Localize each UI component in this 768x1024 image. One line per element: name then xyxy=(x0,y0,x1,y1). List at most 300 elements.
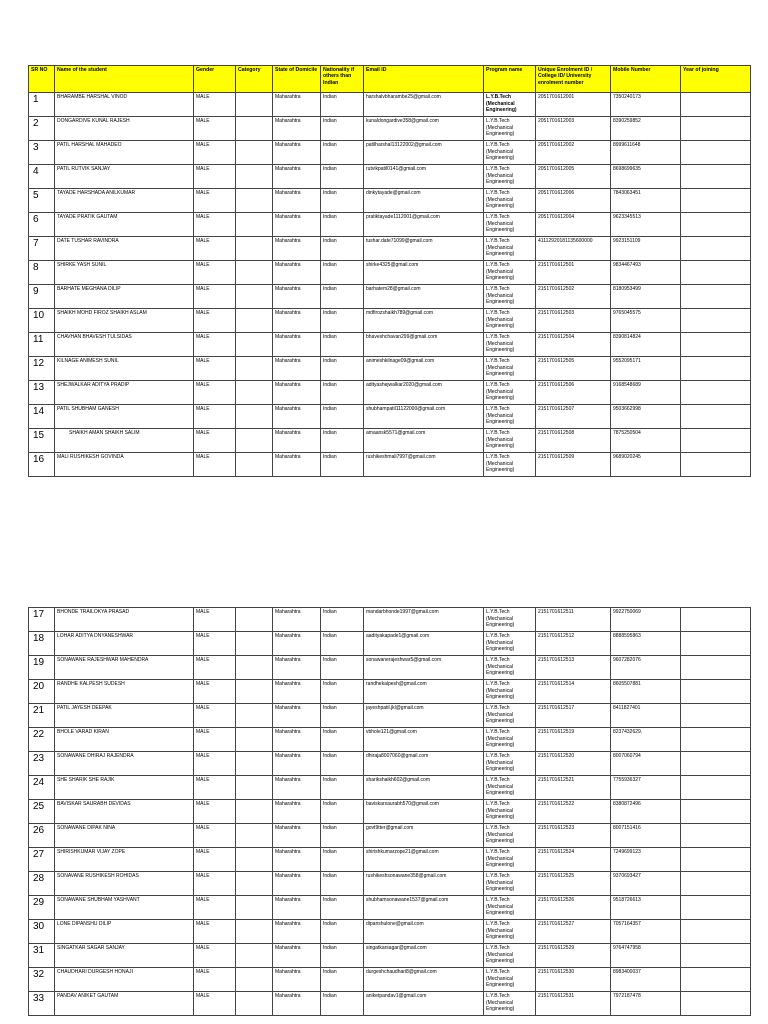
cell-enrolment: 2151701612525 xyxy=(536,872,611,896)
cell-year xyxy=(681,680,751,704)
cell-nationality: Indian xyxy=(321,381,364,405)
cell-year xyxy=(681,405,751,429)
cell-name: BHARAMBE HARSHAL VINOD xyxy=(55,93,194,117)
cell-state: Maharahtra xyxy=(273,992,321,1016)
cell-email: sonawanerajeshwar5@gmail.com xyxy=(364,656,484,680)
cell-nationality: Indian xyxy=(321,776,364,800)
cell-state: Maharahtra xyxy=(273,968,321,992)
cell-mobile: 8888595863 xyxy=(611,632,681,656)
cell-year xyxy=(681,237,751,261)
cell-name: MALI RUSHIKESH GOVINDA xyxy=(55,453,194,477)
cell-nationality: Indian xyxy=(321,405,364,429)
cell-category xyxy=(236,285,273,309)
cell-srno: 10 xyxy=(29,309,55,333)
cell-name: BARHATE MEGHANA DILIP xyxy=(55,285,194,309)
cell-program: L.Y.B.Tech (Mechanical Engineering) xyxy=(484,189,536,213)
cell-enrolment: 2051701612001 xyxy=(536,93,611,117)
cell-year xyxy=(681,776,751,800)
cell-mobile: 8983400037 xyxy=(611,968,681,992)
cell-category xyxy=(236,656,273,680)
cell-srno: 17 xyxy=(29,608,55,632)
cell-mobile: 9503662998 xyxy=(611,405,681,429)
cell-enrolment: 2151701612506 xyxy=(536,381,611,405)
cell-program: L.Y.B.Tech (Mechanical Engineering) xyxy=(484,896,536,920)
cell-mobile: 8698699635 xyxy=(611,165,681,189)
table-row xyxy=(29,309,751,333)
header-name: Name of the student xyxy=(55,66,194,93)
header-program: Program name xyxy=(484,66,536,93)
cell-category xyxy=(236,405,273,429)
cell-gender: MALE xyxy=(194,117,236,141)
cell-state: Maharahtra xyxy=(273,429,321,453)
cell-gender: MALE xyxy=(194,309,236,333)
cell-name: PATIL JAYESH DEEPAK xyxy=(55,704,194,728)
cell-email: vbhole121@gmail.com xyxy=(364,728,484,752)
cell-email: animeshkilnage09@gmail.com xyxy=(364,357,484,381)
cell-enrolment: 2151701612501 xyxy=(536,261,611,285)
cell-gender: MALE xyxy=(194,872,236,896)
cell-gender: MALE xyxy=(194,944,236,968)
cell-category xyxy=(236,333,273,357)
table-row xyxy=(29,453,751,477)
cell-category xyxy=(236,824,273,848)
cell-srno: 1 xyxy=(29,93,55,117)
table-row xyxy=(29,189,751,213)
cell-email: barhatem28@gmail.com xyxy=(364,285,484,309)
cell-mobile: 9834467493 xyxy=(611,261,681,285)
cell-enrolment: 2051701612006 xyxy=(536,189,611,213)
cell-gender: MALE xyxy=(194,333,236,357)
cell-category xyxy=(236,944,273,968)
cell-enrolment: 2151701612502 xyxy=(536,285,611,309)
table-row xyxy=(29,357,751,381)
cell-email: govt9tter@gmail.com xyxy=(364,824,484,848)
cell-program: L.Y.B.Tech (Mechanical Engineering) xyxy=(484,381,536,405)
header-nationality: Nationality if others than Indian xyxy=(321,66,364,93)
cell-category xyxy=(236,896,273,920)
cell-name: LOHAR ADITYA DNYANESHWAR xyxy=(55,632,194,656)
table-row xyxy=(29,920,751,944)
cell-srno: 31 xyxy=(29,944,55,968)
cell-mobile: 7875250504 xyxy=(611,429,681,453)
cell-mobile: 9607282076 xyxy=(611,656,681,680)
cell-gender: MALE xyxy=(194,968,236,992)
cell-email: baviskarsaurabh570@gmail.com xyxy=(364,800,484,824)
cell-state: Maharahtra xyxy=(273,285,321,309)
cell-state: Maharahtra xyxy=(273,141,321,165)
cell-program: L.Y.B.Tech (Mechanical Engineering) xyxy=(484,333,536,357)
cell-state: Maharahtra xyxy=(273,680,321,704)
cell-category xyxy=(236,213,273,237)
cell-nationality: Indian xyxy=(321,333,364,357)
cell-gender: MALE xyxy=(194,381,236,405)
header-gender: Gender xyxy=(194,66,236,93)
cell-mobile: 9764747958 xyxy=(611,944,681,968)
cell-year xyxy=(681,453,751,477)
cell-enrolment: 2151701612527 xyxy=(536,920,611,944)
student-table-1 xyxy=(28,65,751,477)
table-row xyxy=(29,117,751,141)
cell-srno: 18 xyxy=(29,632,55,656)
cell-mobile: 7057164357 xyxy=(611,920,681,944)
cell-state: Maharahtra xyxy=(273,656,321,680)
cell-state: Maharahtra xyxy=(273,381,321,405)
cell-gender: MALE xyxy=(194,776,236,800)
cell-name: SONAVANE RUSHIKESH ROHIDAS xyxy=(55,872,194,896)
header-email: Email ID xyxy=(364,66,484,93)
cell-srno: 6 xyxy=(29,213,55,237)
cell-nationality: Indian xyxy=(321,93,364,117)
cell-program: L.Y.B.Tech (Mechanical Engineering) xyxy=(484,992,536,1016)
table-row xyxy=(29,237,751,261)
cell-gender: MALE xyxy=(194,453,236,477)
cell-nationality: Indian xyxy=(321,920,364,944)
cell-srno: 32 xyxy=(29,968,55,992)
table-row xyxy=(29,333,751,357)
cell-enrolment: 2151701612522 xyxy=(536,800,611,824)
cell-nationality: Indian xyxy=(321,752,364,776)
cell-email: shubhamsonawane1537@gmail.com xyxy=(364,896,484,920)
cell-category xyxy=(236,429,273,453)
cell-name: LONE DIPANSHU DILIP xyxy=(55,920,194,944)
header-row xyxy=(29,66,751,93)
cell-nationality: Indian xyxy=(321,632,364,656)
cell-email: amaansk5571@gmail.com xyxy=(364,429,484,453)
cell-category xyxy=(236,189,273,213)
cell-year xyxy=(681,141,751,165)
table-row xyxy=(29,872,751,896)
table-row xyxy=(29,165,751,189)
table-row xyxy=(29,680,751,704)
header-srno: SR NO xyxy=(29,66,55,93)
cell-email: mandarbhonde1997@gmail.com xyxy=(364,608,484,632)
cell-nationality: Indian xyxy=(321,656,364,680)
cell-name: BHOLE VARAD KIRAN xyxy=(55,728,194,752)
cell-category xyxy=(236,237,273,261)
cell-category xyxy=(236,608,273,632)
cell-year xyxy=(681,333,751,357)
cell-enrolment: 2151701612513 xyxy=(536,656,611,680)
table-row xyxy=(29,992,751,1016)
cell-nationality: Indian xyxy=(321,189,364,213)
cell-mobile: 8390259852 xyxy=(611,117,681,141)
cell-email: rushikeshmali7997@gmail.com xyxy=(364,453,484,477)
cell-program: L.Y.B.Tech (Mechanical Engineering) xyxy=(484,261,536,285)
cell-category xyxy=(236,453,273,477)
cell-email: bhaveshchavan299@gmail.com xyxy=(364,333,484,357)
cell-srno: 24 xyxy=(29,776,55,800)
table-row xyxy=(29,896,751,920)
cell-state: Maharahtra xyxy=(273,728,321,752)
cell-mobile: 8411827401 xyxy=(611,704,681,728)
cell-email: tushar.date71099@gmail.com xyxy=(364,237,484,261)
cell-name: SONAWANE SHUBHAM YASHVANT xyxy=(55,896,194,920)
cell-enrolment: 2151701612521 xyxy=(536,776,611,800)
cell-nationality: Indian xyxy=(321,680,364,704)
cell-email: dipanshulone@gmail.com xyxy=(364,920,484,944)
cell-program: L.Y.B.Tech (Mechanical Engineering) xyxy=(484,968,536,992)
table-row xyxy=(29,381,751,405)
cell-name: SONAWANE DIPAK NINA xyxy=(55,824,194,848)
cell-nationality: Indian xyxy=(321,824,364,848)
cell-srno: 16 xyxy=(29,453,55,477)
cell-srno: 20 xyxy=(29,680,55,704)
cell-program: L.Y.B.Tech (Mechanical Engineering) xyxy=(484,213,536,237)
cell-state: Maharahtra xyxy=(273,920,321,944)
cell-srno: 12 xyxy=(29,357,55,381)
table-row xyxy=(29,728,751,752)
cell-program: L.Y.B.Tech (Mechanical Engineering) xyxy=(484,944,536,968)
cell-state: Maharahtra xyxy=(273,189,321,213)
cell-year xyxy=(681,165,751,189)
cell-name: SHE SHARIK SHE RAJIK xyxy=(55,776,194,800)
cell-mobile: 9689020245 xyxy=(611,453,681,477)
cell-nationality: Indian xyxy=(321,261,364,285)
cell-enrolment: 2151701612508 xyxy=(536,429,611,453)
cell-email: patilharshal13122002@gmail.com xyxy=(364,141,484,165)
cell-nationality: Indian xyxy=(321,944,364,968)
cell-program: L.Y.B.Tech (Mechanical Engineering) xyxy=(484,429,536,453)
cell-srno: 22 xyxy=(29,728,55,752)
cell-program: L.Y.B.Tech (Mechanical Engineering) xyxy=(484,237,536,261)
cell-category xyxy=(236,848,273,872)
cell-email: dinkytayade@gmail.com xyxy=(364,189,484,213)
cell-program: L.Y.B.Tech (Mechanical Engineering) xyxy=(484,776,536,800)
cell-program: L.Y.B.Tech (Mechanical Engineering) xyxy=(484,165,536,189)
cell-srno: 33 xyxy=(29,992,55,1016)
cell-gender: MALE xyxy=(194,141,236,165)
cell-category xyxy=(236,93,273,117)
cell-nationality: Indian xyxy=(321,117,364,141)
cell-program: L.Y.B.Tech (Mechanical Engineering) xyxy=(484,453,536,477)
table-row xyxy=(29,632,751,656)
cell-name: PATIL SHUBHAM GANESH xyxy=(55,405,194,429)
cell-state: Maharahtra xyxy=(273,333,321,357)
cell-name: SHIRISHKUMAR VIJAY ZOPE xyxy=(55,848,194,872)
cell-year xyxy=(681,800,751,824)
cell-program: L.Y.B.Tech (Mechanical Engineering) xyxy=(484,752,536,776)
cell-program: L.Y.B.Tech (Mechanical Engineering) xyxy=(484,285,536,309)
cell-email: singatkarsagar@gmail.com xyxy=(364,944,484,968)
table-row xyxy=(29,285,751,309)
cell-nationality: Indian xyxy=(321,357,364,381)
cell-year xyxy=(681,920,751,944)
cell-gender: MALE xyxy=(194,237,236,261)
cell-enrolment: 2151701612505 xyxy=(536,357,611,381)
cell-srno: 23 xyxy=(29,752,55,776)
cell-nationality: Indian xyxy=(321,608,364,632)
cell-gender: MALE xyxy=(194,261,236,285)
cell-enrolment: 41112920181135600000 xyxy=(536,237,611,261)
cell-nationality: Indian xyxy=(321,141,364,165)
cell-category xyxy=(236,872,273,896)
cell-year xyxy=(681,357,751,381)
cell-category xyxy=(236,704,273,728)
cell-srno: 9 xyxy=(29,285,55,309)
cell-year xyxy=(681,896,751,920)
cell-category xyxy=(236,992,273,1016)
cell-mobile: 9923151109 xyxy=(611,237,681,261)
cell-name: CHAVHAN BHAVESH TULSIDAS xyxy=(55,333,194,357)
cell-name: SINGATKAR SAGAR SANJAY xyxy=(55,944,194,968)
cell-category xyxy=(236,165,273,189)
cell-mobile: 7755936327 xyxy=(611,776,681,800)
cell-email: harshalvbharambe25@gmail.com xyxy=(364,93,484,117)
cell-category xyxy=(236,309,273,333)
cell-year xyxy=(681,381,751,405)
cell-gender: MALE xyxy=(194,992,236,1016)
cell-srno: 2 xyxy=(29,117,55,141)
cell-gender: MALE xyxy=(194,213,236,237)
cell-srno: 21 xyxy=(29,704,55,728)
cell-srno: 25 xyxy=(29,800,55,824)
header-category: Category xyxy=(236,66,273,93)
cell-nationality: Indian xyxy=(321,992,364,1016)
cell-state: Maharahtra xyxy=(273,776,321,800)
table-row xyxy=(29,704,751,728)
cell-gender: MALE xyxy=(194,704,236,728)
cell-srno: 5 xyxy=(29,189,55,213)
cell-program: L.Y.B.Tech (Mechanical Engineering) xyxy=(484,357,536,381)
cell-year xyxy=(681,309,751,333)
cell-enrolment: 2151701612520 xyxy=(536,752,611,776)
cell-enrolment: 2151701612509 xyxy=(536,453,611,477)
cell-category xyxy=(236,357,273,381)
cell-nationality: Indian xyxy=(321,872,364,896)
cell-mobile: 8390814824 xyxy=(611,333,681,357)
cell-enrolment: 2151701612507 xyxy=(536,405,611,429)
cell-year xyxy=(681,117,751,141)
table-row xyxy=(29,93,751,117)
cell-gender: MALE xyxy=(194,285,236,309)
cell-mobile: 7843063451 xyxy=(611,189,681,213)
cell-state: Maharahtra xyxy=(273,896,321,920)
cell-year xyxy=(681,429,751,453)
cell-name: SHAIKH MOHD FIROZ SHAIKH ASLAM xyxy=(55,309,194,333)
cell-email: rushikeshsonawane358@gmail.com xyxy=(364,872,484,896)
cell-enrolment: 2151701612511 xyxy=(536,608,611,632)
cell-state: Maharahtra xyxy=(273,453,321,477)
cell-gender: MALE xyxy=(194,429,236,453)
cell-program: L.Y.B.Tech (Mechanical Engineering) xyxy=(484,656,536,680)
cell-name: BHONDE TRAILOKYA PRASAD xyxy=(55,608,194,632)
cell-state: Maharahtra xyxy=(273,704,321,728)
cell-gender: MALE xyxy=(194,608,236,632)
cell-program: L.Y.B.Tech (Mechanical Engineering) xyxy=(484,872,536,896)
cell-nationality: Indian xyxy=(321,213,364,237)
cell-category xyxy=(236,117,273,141)
cell-email: aadityakapade1@gmail.com xyxy=(364,632,484,656)
cell-year xyxy=(681,872,751,896)
cell-srno: 4 xyxy=(29,165,55,189)
cell-state: Maharahtra xyxy=(273,872,321,896)
cell-nationality: Indian xyxy=(321,285,364,309)
cell-mobile: 7972187478 xyxy=(611,992,681,1016)
cell-mobile: 9922750069 xyxy=(611,608,681,632)
cell-year xyxy=(681,968,751,992)
table-row xyxy=(29,608,751,632)
table-row xyxy=(29,968,751,992)
cell-state: Maharahtra xyxy=(273,165,321,189)
cell-email: dhiraja8007060@gmail.com xyxy=(364,752,484,776)
cell-enrolment: 2151701612529 xyxy=(536,944,611,968)
cell-nationality: Indian xyxy=(321,848,364,872)
cell-program: L.Y.B.Tech (Mechanical Engineering) xyxy=(484,680,536,704)
cell-enrolment: 2051701612004 xyxy=(536,213,611,237)
cell-gender: MALE xyxy=(194,656,236,680)
cell-nationality: Indian xyxy=(321,728,364,752)
cell-srno: 28 xyxy=(29,872,55,896)
cell-email: mdfirozshaikh789@gmail.com xyxy=(364,309,484,333)
student-table-2 xyxy=(28,607,751,1016)
cell-state: Maharahtra xyxy=(273,309,321,333)
table-row xyxy=(29,824,751,848)
cell-year xyxy=(681,632,751,656)
cell-gender: MALE xyxy=(194,632,236,656)
cell-year xyxy=(681,728,751,752)
cell-nationality: Indian xyxy=(321,453,364,477)
cell-email: randhekalpesh@gmail.com xyxy=(364,680,484,704)
cell-state: Maharahtra xyxy=(273,237,321,261)
cell-year xyxy=(681,944,751,968)
cell-enrolment: 2051701612003 xyxy=(536,117,611,141)
header-state: State of Domicile xyxy=(273,66,321,93)
cell-gender: MALE xyxy=(194,680,236,704)
cell-enrolment: 2151701612519 xyxy=(536,728,611,752)
cell-enrolment: 2151701612514 xyxy=(536,680,611,704)
cell-name: SHEJWALKAR ADITYA PRADIP xyxy=(55,381,194,405)
cell-program: L.Y.B.Tech (Mechanical Engineering) xyxy=(484,141,536,165)
cell-mobile: 8380872496 xyxy=(611,800,681,824)
table-row xyxy=(29,405,751,429)
cell-srno: 3 xyxy=(29,141,55,165)
cell-program: L.Y.B.Tech (Mechanical Engineering) xyxy=(484,728,536,752)
cell-enrolment: 2151701612531 xyxy=(536,992,611,1016)
cell-program: L.Y.B.Tech (Mechanical Engineering) xyxy=(484,848,536,872)
cell-srno: 13 xyxy=(29,381,55,405)
cell-year xyxy=(681,285,751,309)
cell-srno: 26 xyxy=(29,824,55,848)
table-row xyxy=(29,848,751,872)
table-row xyxy=(29,776,751,800)
cell-year xyxy=(681,752,751,776)
cell-gender: MALE xyxy=(194,800,236,824)
cell-name: RANDHE KALPESH SUDESH xyxy=(55,680,194,704)
cell-gender: MALE xyxy=(194,165,236,189)
cell-srno: 27 xyxy=(29,848,55,872)
cell-email: aniketpandav1@gmail.com xyxy=(364,992,484,1016)
cell-program: L.Y.B.Tech (Mechanical Engineering) xyxy=(484,632,536,656)
cell-email: jayeshpatil.jkl@gmail.com xyxy=(364,704,484,728)
cell-gender: MALE xyxy=(194,824,236,848)
cell-enrolment: 2151701612504 xyxy=(536,333,611,357)
cell-gender: MALE xyxy=(194,896,236,920)
cell-category xyxy=(236,776,273,800)
cell-gender: MALE xyxy=(194,728,236,752)
cell-mobile: 7350240173 xyxy=(611,93,681,117)
cell-name: BAVISKAR SAURABH DEVIDAS xyxy=(55,800,194,824)
cell-email: rutvikpatil0141@gmail.com xyxy=(364,165,484,189)
cell-year xyxy=(681,261,751,285)
cell-state: Maharahtra xyxy=(273,608,321,632)
cell-mobile: 8237432629. xyxy=(611,728,681,752)
cell-name: TAYADE PRATIK GAUTAM xyxy=(55,213,194,237)
cell-mobile: 9168548689 xyxy=(611,381,681,405)
cell-category xyxy=(236,800,273,824)
cell-name: SHIRKE YASH SUNIL xyxy=(55,261,194,285)
table-row xyxy=(29,656,751,680)
cell-year xyxy=(681,656,751,680)
